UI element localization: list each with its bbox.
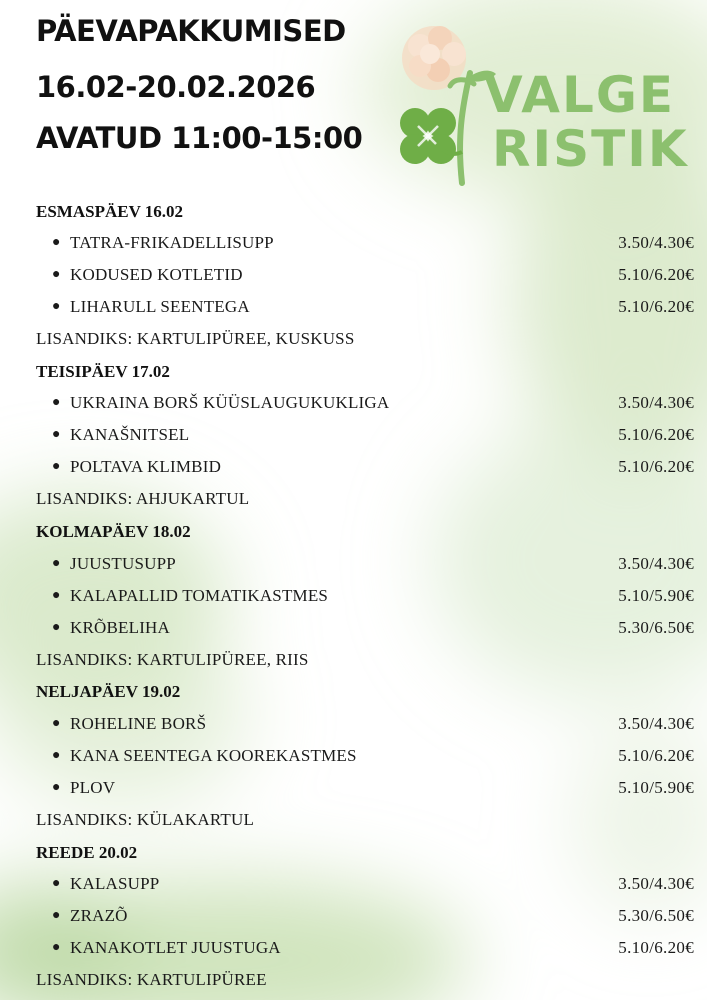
bullet-icon: ●	[52, 427, 61, 442]
dish-name: ROHELINE BORŠ	[70, 714, 207, 733]
dish-row	[52, 391, 694, 415]
bullet-icon: ●	[52, 940, 61, 955]
bullet-icon: ●	[52, 876, 61, 891]
bullet-icon: ●	[52, 588, 61, 603]
dish-price: 3.50/4.30€	[618, 874, 694, 893]
bullet-icon: ●	[52, 235, 61, 250]
dish-name: KANA SEENTEGA KOOREKASTMES	[70, 746, 357, 765]
dish-price: 5.10/6.20€	[618, 938, 694, 957]
bullet-icon: ●	[52, 459, 61, 474]
valge-ristik-logo	[392, 8, 692, 198]
dish-price: 5.10/6.20€	[618, 457, 694, 476]
dish-name: KALASUPP	[70, 874, 160, 893]
dish-price: 3.50/4.30€	[618, 233, 694, 252]
dish-row	[52, 872, 694, 896]
page-title: PÄEVAPAKKUMISED	[36, 14, 346, 48]
bullet-icon: ●	[52, 556, 61, 571]
logo-word-ristik: RISTIK	[492, 120, 689, 178]
dish-row	[52, 584, 694, 608]
dish-price: 3.50/4.30€	[618, 554, 694, 573]
day-title: REEDE 20.02	[36, 843, 138, 862]
bullet-icon: ●	[52, 908, 61, 923]
day-title: ESMASPÄEV 16.02	[36, 202, 184, 221]
dish-price: 5.10/5.90€	[618, 586, 694, 605]
bullet-icon: ●	[52, 620, 61, 635]
opening-hours: AVATUD 11:00-15:00	[36, 121, 363, 155]
side-dishes: LISANDIKS: KARTULIPÜREE, RIIS	[36, 650, 309, 669]
dish-row	[52, 263, 694, 287]
dish-row	[52, 552, 694, 576]
date-range: 16.02-20.02.2026	[36, 70, 316, 104]
dish-name: KODUSED KOTLETID	[70, 265, 243, 284]
dish-row	[52, 936, 694, 960]
dish-row	[52, 712, 694, 736]
dish-price: 3.50/4.30€	[618, 393, 694, 412]
dish-row	[52, 616, 694, 640]
day-title: KOLMAPÄEV 18.02	[36, 522, 191, 541]
side-dishes: LISANDIKS: KARTULIPÜREE, KUSKUSS	[36, 329, 355, 348]
dish-name: UKRAINA BORŠ KÜÜSLAUGUKUKLIGA	[70, 393, 390, 412]
dish-row	[52, 231, 694, 255]
dish-name: KRÕBELIHA	[70, 618, 171, 637]
dish-price: 5.10/5.90€	[618, 778, 694, 797]
dish-price: 3.50/4.30€	[618, 714, 694, 733]
dish-name: ZRAZÕ	[70, 906, 128, 925]
side-dishes: LISANDIKS: KÜLAKARTUL	[36, 810, 255, 829]
dish-row	[52, 423, 694, 447]
dish-row	[52, 776, 694, 800]
dish-row	[52, 904, 694, 928]
dish-price: 5.30/6.50€	[618, 618, 694, 637]
side-dishes: LISANDIKS: AHJUKARTUL	[36, 489, 250, 508]
day-title: TEISIPÄEV 17.02	[36, 362, 170, 381]
bullet-icon: ●	[52, 267, 61, 282]
side-dishes: LISANDIKS: KARTULIPÜREE	[36, 970, 267, 989]
dish-row	[52, 744, 694, 768]
dish-name: KANAKOTLET JUUSTUGA	[70, 938, 281, 957]
dish-price: 5.10/6.20€	[618, 746, 694, 765]
dish-price: 5.10/6.20€	[618, 297, 694, 316]
dish-price: 5.30/6.50€	[618, 906, 694, 925]
four-leaf-clover-icon	[400, 108, 462, 164]
bullet-icon: ●	[52, 299, 61, 314]
dish-name: LIHARULL SEENTEGA	[70, 297, 250, 316]
dish-row	[52, 295, 694, 319]
dish-name: TATRA-FRIKADELLISUPP	[70, 233, 274, 252]
dish-name: POLTAVA KLIMBID	[70, 457, 222, 476]
dish-name: PLOV	[70, 778, 116, 797]
dish-price: 5.10/6.20€	[618, 425, 694, 444]
dish-name: KANAŠNITSEL	[70, 425, 190, 444]
dish-price: 5.10/6.20€	[618, 265, 694, 284]
bullet-icon: ●	[52, 780, 61, 795]
logo-word-valge: VALGE	[484, 66, 676, 124]
day-title: NELJAPÄEV 19.02	[36, 682, 181, 701]
bullet-icon: ●	[52, 716, 61, 731]
dish-row	[52, 455, 694, 479]
dish-name: JUUSTUSUPP	[70, 554, 176, 573]
bullet-icon: ●	[52, 395, 61, 410]
bullet-icon: ●	[52, 748, 61, 763]
dish-name: KALAPALLID TOMATIKASTMES	[70, 586, 329, 605]
